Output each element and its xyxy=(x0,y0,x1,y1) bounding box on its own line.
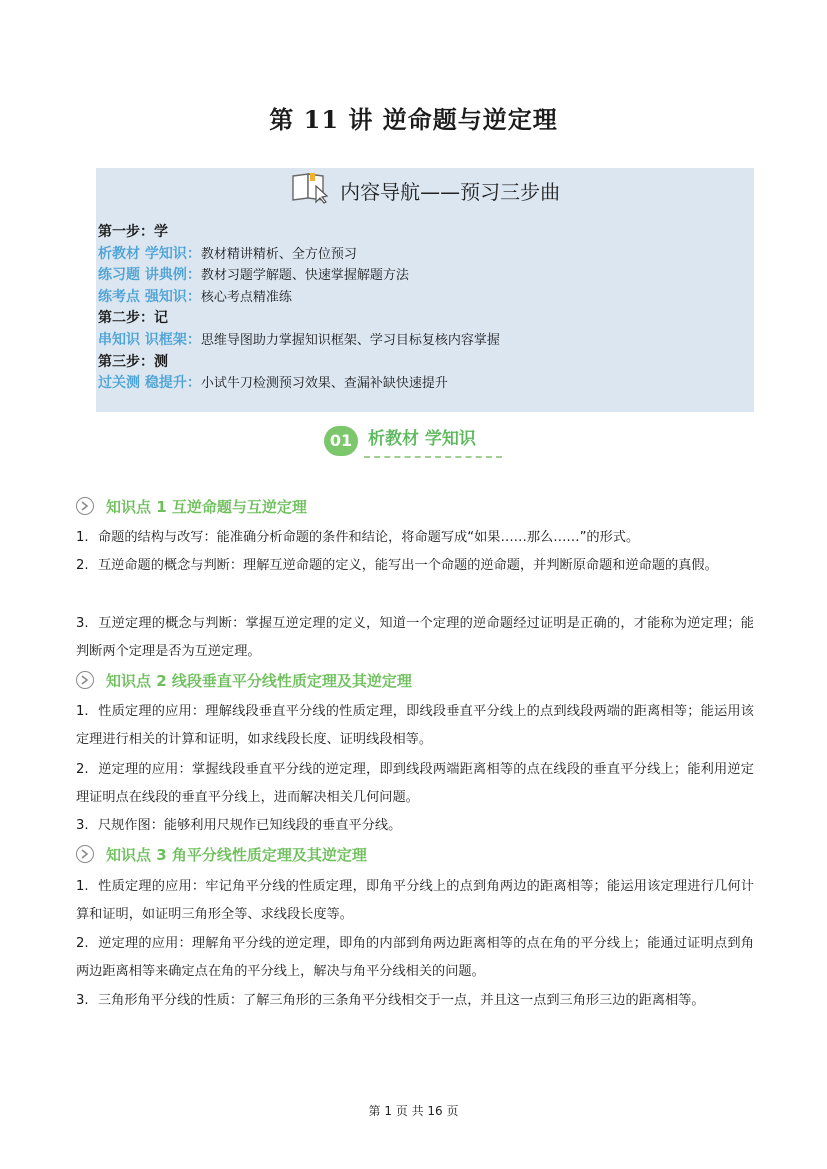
nav-line-1 xyxy=(98,244,500,266)
kp-title-text: 知识点 1 互逆命题与互逆定理 xyxy=(106,498,307,516)
item-number: 1. xyxy=(76,530,89,545)
list-item xyxy=(76,524,754,552)
list-item xyxy=(76,930,754,986)
nav-text: 教材精讲精析、全方位预习 xyxy=(200,246,357,262)
nav-line-2 xyxy=(98,265,500,287)
nav-keyword: 串知识 识框架： xyxy=(98,331,201,348)
arrow-circle-icon xyxy=(76,497,94,515)
item-number: 2. xyxy=(76,558,89,573)
nav-line-5 xyxy=(98,373,500,395)
page-footer: 第 1 页 共 16 页 xyxy=(368,1104,459,1118)
list-item xyxy=(76,610,754,666)
nav-lines xyxy=(98,222,500,395)
section-badge xyxy=(324,424,514,460)
item-number: 1. xyxy=(76,704,89,719)
arrow-circle-icon xyxy=(76,671,94,689)
list-item xyxy=(76,812,754,840)
nav-keyword: 练习题 讲典例： xyxy=(98,267,201,284)
kp-title-text: 知识点 2 线段垂直平分线性质定理及其逆定理 xyxy=(106,672,412,690)
item-text: 逆定理的应用：掌握线段垂直平分线的逆定理，即到线段两端距离相等的点在线段的垂直平分线上；能利用逆定理证明点在线段的垂直平分线上，进而解决相关几何问题。 xyxy=(76,762,754,805)
item-number: 3. xyxy=(76,616,89,631)
section-label: 析教材 学知识 xyxy=(368,429,476,449)
item-text: 命题的结构与改写：能准确分析命题的条件和结论，将命题写成“如果……那么……”的形式。 xyxy=(98,530,640,545)
item-number: 2. xyxy=(76,936,89,951)
knowledge-point-3-title xyxy=(76,843,367,867)
list-item xyxy=(76,987,754,1015)
step-label: 第一步：学 xyxy=(98,224,168,240)
nav-heading-text: 内容导航——预习三步曲 xyxy=(340,180,561,204)
section-number: 01 xyxy=(324,426,358,456)
nav-line-4 xyxy=(98,330,500,352)
list-item xyxy=(76,873,754,929)
nav-text: 小试牛刀检测预习效果、查漏补缺快速提升 xyxy=(200,376,448,392)
item-text: 逆定理的应用：理解角平分线的逆定理，即角的内部到角两边距离相等的点在角的平分线上；能通过证明点到角两边距离相等来确定点在角的平分线上，解决与角平分线相关的问题。 xyxy=(76,936,754,979)
knowledge-point-1-title xyxy=(76,495,307,519)
knowledge-point-2-title xyxy=(76,669,412,693)
nav-text: 核心考点精准练 xyxy=(200,289,292,305)
step-label: 第二步：记 xyxy=(98,310,168,327)
nav-step-3 xyxy=(98,352,500,374)
nav-step-2 xyxy=(98,308,500,330)
nav-step-1 xyxy=(98,222,500,244)
step-label: 第三步：测 xyxy=(98,353,168,370)
nav-keyword: 练考点 强知识： xyxy=(98,288,201,305)
item-number: 2. xyxy=(76,762,89,777)
nav-text: 教材习题学解题、快速掌握解题方法 xyxy=(200,268,409,284)
item-text: 互逆命题的概念与判断：理解互逆命题的定义，能写出一个命题的逆命题，并判断原命题和逆命题的真假。 xyxy=(98,558,718,573)
item-text: 三角形角平分线的性质：了解三角形的三条角平分线相交于一点，并且这一点到三角形三边的距离相等。 xyxy=(98,993,705,1008)
item-text: 互逆定理的概念与判断：掌握互逆定理的定义，知道一个定理的逆命题经过证明是正确的，才能称为逆定理；能判断两个定理是否为互逆定理。 xyxy=(76,616,754,659)
list-item xyxy=(76,552,754,580)
nav-keyword: 析教材 学知识： xyxy=(98,245,201,262)
item-number: 3. xyxy=(76,993,89,1008)
item-number: 3. xyxy=(76,818,89,833)
nav-text: 思维导图助力掌握知识框架、学习目标复核内容掌握 xyxy=(200,332,500,348)
kp-title-text: 知识点 3 角平分线性质定理及其逆定理 xyxy=(106,846,367,864)
item-number: 1. xyxy=(76,879,89,894)
nav-line-3 xyxy=(98,287,500,309)
page-title: 第 11 讲 逆命题与逆定理 xyxy=(269,105,558,134)
arrow-circle-icon xyxy=(76,845,94,863)
nav-heading xyxy=(96,170,754,204)
content-navigation-box xyxy=(96,168,754,412)
item-text: 性质定理的应用：理解线段垂直平分线的性质定理，即线段垂直平分线上的点到线段两端的距离相等；能运用该定理进行相关的计算和证明，如求线段长度、证明线段相等。 xyxy=(76,704,754,747)
book-icon xyxy=(290,170,332,214)
section-underline xyxy=(364,456,502,458)
item-text: 尺规作图：能够利用尺规作已知线段的垂直平分线。 xyxy=(98,818,402,833)
nav-keyword: 过关测 稳提升： xyxy=(98,375,201,392)
list-item xyxy=(76,698,754,754)
item-text: 性质定理的应用：牢记角平分线的性质定理，即角平分线上的点到角两边的距离相等；能运用该定理进行几何计算和证明，如证明三角形全等、求线段长度等。 xyxy=(76,879,754,922)
list-item xyxy=(76,756,754,812)
